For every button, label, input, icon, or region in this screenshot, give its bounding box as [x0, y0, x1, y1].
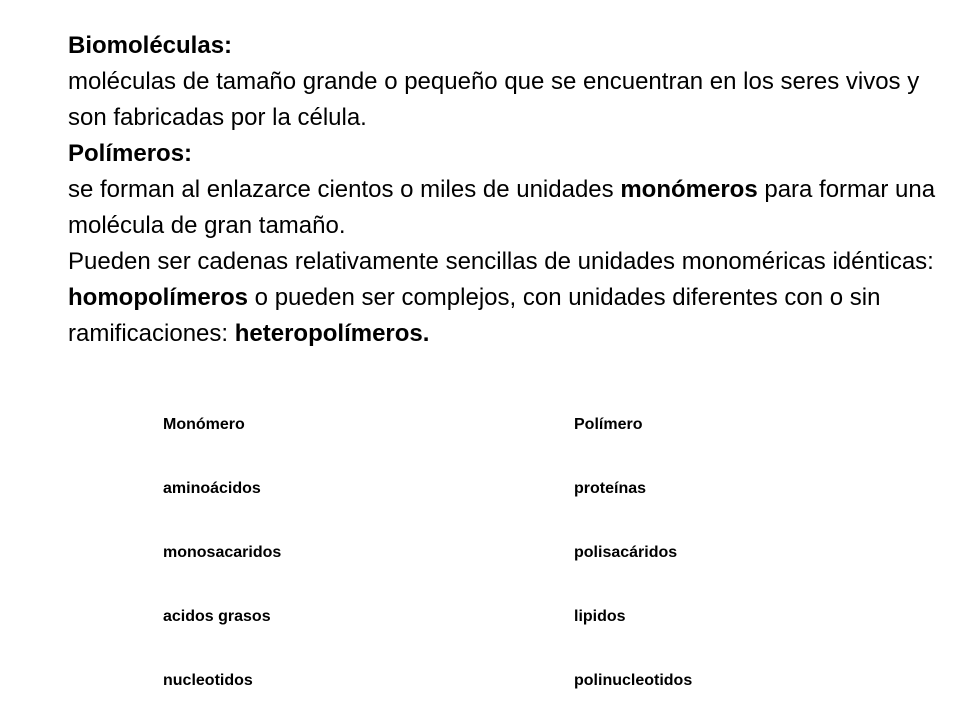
term-monomeros: monómeros: [620, 176, 758, 203]
main-text: [68, 28, 938, 352]
polymer-cell: proteínas: [574, 480, 647, 497]
table-header-row: [163, 408, 763, 472]
heading-biomoleculas: Biomoléculas:: [68, 32, 233, 59]
table-row: [163, 536, 763, 600]
definition-polimeros-part2: para formar una molécula de gran tamaño.: [68, 176, 936, 239]
term-heteropolimeros: heteropolímeros.: [234, 320, 430, 347]
monomer-polymer-table: [163, 408, 763, 728]
polymer-cell: lipidos: [574, 608, 626, 625]
header-polimero: Polímero: [574, 416, 643, 433]
monomer-cell: acidos grasos: [163, 608, 271, 625]
definition-polimeros: [68, 172, 938, 244]
polymer-cell: polisacáridos: [574, 544, 678, 561]
definition-polimeros-part1: se forman al enlazarce cientos o miles de unidades: [68, 176, 621, 203]
header-monomero: Monómero: [163, 416, 245, 433]
term-homopolimeros: homopolímeros: [68, 284, 249, 311]
definition-biomoleculas: moléculas de tamaño grande o pequeño que se encuentran en los seres vivos y son fabricadas por la célula.: [68, 68, 920, 131]
polymer-types: [68, 244, 938, 352]
polymer-cell: polinucleotidos: [574, 672, 693, 689]
monomer-cell: aminoácidos: [163, 480, 261, 497]
table-row: [163, 600, 763, 664]
table-row: [163, 664, 763, 728]
polymer-types-part2: o pueden ser complejos, con unidades diferentes con o sin ramificaciones:: [68, 284, 881, 347]
monomer-cell: nucleotidos: [163, 672, 253, 689]
monomer-cell: monosacaridos: [163, 544, 282, 561]
polymer-types-part1: Pueden ser cadenas relativamente sencillas de unidades monoméricas idénticas:: [68, 248, 934, 275]
table-row: [163, 472, 763, 536]
heading-polimeros: Polímeros:: [68, 140, 193, 167]
